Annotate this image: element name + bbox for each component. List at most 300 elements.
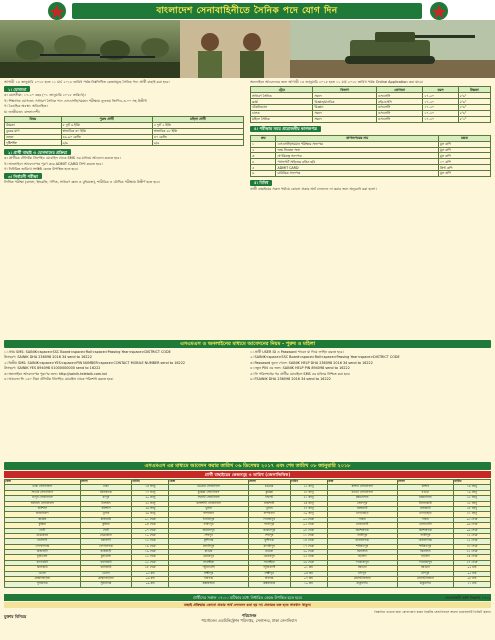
schedule-cell: মাদারীপুর: [248, 544, 290, 549]
table-header: উচ্চতা: [458, 87, 490, 93]
table-cell: মহিলা সৈনিক: [251, 116, 313, 122]
schedule-cell: ২১ জানু: [290, 496, 327, 501]
schedule-cell: হবিগঞ্জ: [248, 577, 290, 582]
table-cell: মূল কপি: [438, 171, 490, 177]
note-band: প্রার্থীদের সকাল ০৭:০০ ঘটিকার মধ্যে নির্ধারিত কেন্দ্রে উপস্থিত হতে হবে।: [4, 594, 491, 601]
schedule-cell: মৌলভীবাজার: [397, 577, 453, 582]
schedule-cell: হবিগঞ্জ: [169, 577, 249, 582]
schedule-cell: রাজবাড়ী: [80, 550, 132, 555]
schedule-cell: মানিকগঞ্জ: [80, 490, 132, 495]
schedule-cell: নরসিংদী: [80, 539, 132, 544]
schedule-cell: সাতক্ষীরা: [248, 560, 290, 565]
table-header: বিষয়: [5, 116, 62, 122]
schedule-cell: খাগড়াছড়ি: [397, 512, 453, 517]
schedule-header: তারিখ: [132, 480, 169, 485]
table-cell: ১৭-২০: [423, 99, 458, 105]
table-header: মহিলা প্রার্থী: [152, 116, 243, 122]
schedule-header: জেলা: [248, 480, 290, 485]
table-cell: বুকের মাপ: [5, 128, 62, 134]
table-cell: ADMIT CARD: [276, 165, 438, 171]
sms-line: ১। প্রার্থী USER ID ও Password পাবেন যা দিয়ে লগইন করতে হবে।: [250, 350, 344, 354]
schedule-cell: ঠাকুরগাঁও: [327, 582, 397, 587]
table-cell: চারিত্রিক সনদপত্র: [276, 171, 438, 177]
schedule-cell: ০৪ মার্চ: [290, 571, 327, 576]
schedule-cell: ঝালকাঠি: [80, 566, 132, 571]
table-cell: সকল: [313, 110, 376, 116]
banner-title: বাংলাদেশ সেনাবাহিনীতে সৈনিক পদে যোগ দিন: [72, 3, 422, 19]
schedule-cell: কুষ্টিয়া: [5, 523, 81, 528]
schedule-cell: ০৬ মার্চ: [132, 577, 169, 582]
schedule-cell: গাজীপুর: [327, 533, 397, 538]
tank-photo: [290, 20, 495, 78]
schedule-cell: সাভার সেনানিবাস: [5, 490, 81, 495]
schedule-cell: ১৭ জানু: [132, 490, 169, 495]
army-emblem-icon: [428, 1, 450, 21]
table-header: ক্রম: [251, 135, 276, 141]
schedule-cell: ১৮ ফেব্রু: [453, 544, 490, 549]
schedule-cell: নেত্রকোনা: [80, 533, 132, 538]
schedule-header: কেন্দ্র: [169, 480, 249, 485]
schedule-cell: কক্সবাজার: [169, 582, 249, 587]
schedule-cell: ১৯ জানু: [453, 490, 490, 495]
schedule-cell: দিনাজপুর: [248, 517, 290, 522]
schedule-cell: ০৪ ফেব্রু: [132, 523, 169, 528]
schedule-cell: কিশোরগঞ্জ: [397, 528, 453, 533]
schedule-cell: চুয়াডাঙ্গা: [5, 555, 81, 560]
schedule-cell: নড়াইল: [397, 555, 453, 560]
sms-line: ৪। আবেদন ফি ১৬০ টাকা টেলিটক প্রিপেইড মোবাইল থেকে পরিশোধ করতে হবে।: [4, 377, 114, 382]
table-cell: মূল কপি: [438, 147, 490, 153]
schedule-cell: লক্ষ্মীপুর: [248, 571, 290, 576]
schedule-cell: বাগেরহাট: [5, 560, 81, 565]
schedule-table: [4, 479, 491, 588]
schedule-cell: ২১ ফেব্রু: [453, 550, 490, 555]
schedule-cell: ২৬ ফেব্রু: [290, 560, 327, 565]
schedule-cell: বরিশাল: [80, 506, 132, 511]
schedule-cell: নোয়াখালী: [397, 523, 453, 528]
schedule-heading: প্রার্থী বাছাইয়ের কেন্দ্রসমূহ ও তারিখ (জেলাভিত্তিক): [4, 471, 491, 478]
schedule-cell: ০১ ফেব্রু: [132, 517, 169, 522]
schedule-cell: ২৩ জানু: [132, 501, 169, 506]
schedule-cell: নড়াইল: [327, 555, 397, 560]
schedule-cell: সিলেট: [248, 496, 290, 501]
schedule-cell: ১২ ফেব্রু: [453, 533, 490, 538]
table-cell: ওজন: [5, 134, 62, 140]
table-cell: ৬/৬: [152, 140, 243, 146]
schedule-cell: ফরিদপুর: [169, 523, 249, 528]
schedule-cell: নোয়াখালী: [327, 523, 397, 528]
sms-line: ২। দ্বিতীয় SMS: SAINIK<space>YES<space>PIN NUMBER<space>CONTACT MOBILE NUMBER send to 16222: [4, 360, 186, 365]
documents-table: [250, 135, 491, 177]
sms-line: উদাহরণ: SAINIK DHA 236098 2016 34 send to 16222: [4, 355, 92, 360]
schedule-cell: ২৫ জানু: [453, 501, 490, 506]
schedule-cell: পটুয়াখালী: [248, 566, 290, 571]
schedule-cell: বান্দরবান: [248, 512, 290, 517]
schedule-cell: ০৫ ফেব্রু: [290, 523, 327, 528]
schedule-cell: খুলনা: [169, 506, 249, 511]
table-cell: ৬: [251, 171, 276, 177]
section-process-tag: ২। প্রার্থী বাছাই ও যোগদানের প্রক্রিয়া: [4, 149, 71, 155]
schedule-cell: ২০ জানু: [132, 496, 169, 501]
table-cell: ৫'৬": [458, 105, 490, 111]
intro-text: আগামী ১৪ জানুয়ারি ২০১৮ হতে ১১ মার্চ ২০১৮ তারিখ পর্যন্ত নিম্নলিখিত কেন্দ্রসমূহে সৈনিক পদে প্রার্থী বাছাই করা হবে।: [4, 80, 170, 84]
schedule-cell: ২৭ জানু: [290, 506, 327, 511]
table-cell: ক্লার্ক: [251, 99, 313, 105]
schedule-cell: ২২ ফেব্রু: [132, 555, 169, 560]
schedule-cell: ২০ ফেব্রু: [290, 550, 327, 555]
schedule-cell: সুনামগঞ্জ: [5, 582, 81, 587]
table-header: বয়স: [423, 87, 458, 93]
schedule-cell: ১৪ জানু: [132, 485, 169, 490]
schedule-cell: রাঙ্গামাটি: [397, 506, 453, 511]
table-cell: ৫ ফুট ২ ইঞ্চি: [152, 122, 243, 128]
schedule-cell: সুনামগঞ্জ: [80, 582, 132, 587]
table-cell: ৪৯.৯০ কেজি: [61, 134, 152, 140]
table-cell: ১০ কপি: [438, 159, 490, 165]
header: [0, 0, 495, 58]
schedule-cell: বরগুনা: [397, 566, 453, 571]
physical-requirements-table: [4, 116, 244, 146]
online-intro-text: অনলাইনে আবেদনের জন্য আগামী ১৪ জানুয়ারি ২০১৮ হতে ১১ মার্চ ২০১৮ তারিখ পর্যন্ত Online Application করা যাবে।: [250, 80, 423, 84]
section-eligibility-tag: ১। যোগ্যতা: [4, 86, 30, 92]
table-cell: বিজ্ঞান/মানবিক: [313, 99, 376, 105]
sms-online-band: এসএমএস ও অনলাইনের মাধ্যমে আবেদনের নিয়ম - পুরুষ ও মহিলা: [4, 340, 491, 348]
schedule-cell: ময়মনসিংহ: [397, 496, 453, 501]
table-cell: ৫'৬": [458, 93, 490, 99]
schedule-cell: রাজশাহী সেনানিবাস: [169, 501, 249, 506]
schedule-cell: ০৯ ফেব্রু: [453, 528, 490, 533]
sms-line: ১। প্রথম SMS: SAINIK<space>SSC Board<space>Roll<space>Passing Year<space>DISTRICT CODE: [4, 350, 171, 354]
schedule-cell: ১৪ ফেব্রু: [290, 539, 327, 544]
sms-line: ৬। FSAINIK DHA 236098 2016 34 send to 16222: [250, 377, 331, 382]
table-cell: ৫ ফুট ৬ ইঞ্চি: [61, 122, 152, 128]
schedule-header: তারিখ: [453, 480, 490, 485]
table-header: ট্রেড: [251, 87, 313, 93]
right-column: [250, 80, 491, 192]
schedule-cell: ১৯ ফেব্রু: [132, 550, 169, 555]
schedule-cell: ব্রাহ্মণবাড়িয়া: [5, 577, 81, 582]
table-cell: এসএসসি/সমমান পরীক্ষার সনদপত্র: [276, 141, 438, 147]
schedule-cell: কিশোরগঞ্জ: [327, 528, 397, 533]
schedule-cell: ফেনী: [5, 528, 81, 533]
schedule-cell: মৌলভীবাজার: [327, 577, 397, 582]
schedule-cell: সৈয়দপুর: [327, 501, 397, 506]
schedule-cell: কুমিল্লা সেনানিবাস: [169, 490, 249, 495]
table-cell: মূল কপি: [438, 141, 490, 147]
schedule-cell: সাতক্ষীরা: [169, 560, 249, 565]
schedule-cell: কক্সবাজার: [248, 582, 290, 587]
table-cell: টেকনিক্যাল: [251, 105, 313, 111]
table-cell: পাসপোর্ট সাইজের রঙিন ছবি: [276, 159, 438, 165]
schedule-cell: শরীয়তপুর: [327, 544, 397, 549]
table-cell: সকল: [313, 116, 376, 122]
table-cell: ২: [251, 147, 276, 153]
schedule-cell: ১৬ ফেব্রু: [132, 544, 169, 549]
schedule-cell: ফেনী: [80, 528, 132, 533]
schedule-cell: বাগেরহাট: [80, 560, 132, 565]
table-row: [251, 171, 491, 177]
section-exam-tag: ৩। নির্বাচনী পরীক্ষা: [4, 173, 42, 179]
schedule-cell: রংপুর সেনানিবাস: [5, 496, 81, 501]
table-cell: মূল কপি: [438, 153, 490, 159]
table-cell: ৫'৬": [458, 99, 490, 105]
table-cell: ১৭-২০: [423, 116, 458, 122]
schedule-cell: মাগুরা: [169, 550, 249, 555]
schedule-cell: মেহেরপুর: [248, 555, 290, 560]
table-cell: দৃষ্টিশক্তি: [5, 140, 62, 146]
sms-instructions-left: [4, 350, 244, 383]
schedule-cell: গোপালগঞ্জ: [80, 544, 132, 549]
schedule-cell: ব্রাহ্মণবাড়িয়া: [80, 577, 132, 582]
schedule-cell: জাহানাবাদ: [5, 512, 81, 517]
schedule-cell: পটুয়াখালী: [169, 566, 249, 571]
schedule-cell: ০৬ ফেব্রু: [453, 523, 490, 528]
footer-left: মুক্তার বিনিময়: [4, 614, 27, 619]
schedule-cell: বরগুনা: [327, 566, 397, 571]
schedule-cell: ১৫ ফেব্রু: [453, 539, 490, 544]
schedule-header: জেলা: [80, 480, 132, 485]
schedule-cell: কুমিল্লা: [248, 490, 290, 495]
sms-line: ৪। নতুন PIN এর জন্য: SAINIK HELP PIN 894098 send to 16222: [250, 366, 350, 371]
schedule-cell: ০৭ ফেব্রু: [132, 528, 169, 533]
schedule-cell: ঘাটাইল সেনানিবাস: [5, 501, 81, 506]
schedule-cell: ০৩ ফেব্রু: [453, 517, 490, 522]
table-cell: এইচএসসি: [376, 99, 423, 105]
schedule-cell: ঝিনাইদহ: [327, 550, 397, 555]
schedule-cell: ১১ ফেব্রু: [290, 533, 327, 538]
schedule-cell: কুষ্টিয়া: [80, 523, 132, 528]
table-header: বিভাগ: [313, 87, 376, 93]
schedule-cell: বান্দরবান: [169, 512, 249, 517]
sms-line: ২। SAINIK<space>SSC Board<space>Roll<space>Passing Year<space>DISTRICT CODE: [250, 355, 400, 360]
schedule-cell: রাজশাহী: [248, 501, 290, 506]
schedule-cell: ০৯ মার্চ: [132, 582, 169, 587]
table-cell: বিজ্ঞান: [313, 105, 376, 111]
schedule-cell: ০৮ মার্চ: [453, 577, 490, 582]
schedule-header: তারিখ: [290, 480, 327, 485]
schedule-cell: ভোলা: [80, 571, 132, 576]
table-cell: ১৭-২০: [423, 110, 458, 116]
table-header: যোগ্যতা: [376, 87, 423, 93]
misc-text: প্রার্থী বাছাইয়ের সকল পর্যায়ে কোনো প্রকার অর্থ লেনদেন না করার জন্য অনুরোধ করা হলো।: [250, 186, 377, 191]
schedule-cell: রাজবাড়ী: [5, 550, 81, 555]
schedule-cell: পিরোজপুর: [327, 560, 397, 565]
schedule-cell: মাগুরা: [248, 550, 290, 555]
schedule-cell: ২৫ ফেব্রু: [132, 560, 169, 565]
schedule-cell: মেহেরপুর: [169, 555, 249, 560]
schedule-cell: ০৮ ফেব্রু: [290, 528, 327, 533]
schedule-cell: ০৭ মার্চ: [290, 577, 327, 582]
table-cell: ৫'৬": [458, 110, 490, 116]
table-header: পুরুষ প্রার্থী: [61, 116, 152, 122]
table-cell: ১৭-২০: [423, 105, 458, 111]
schedule-cell: নারায়ণগঞ্জ: [327, 539, 397, 544]
schedule-header: কেন্দ্র: [327, 480, 397, 485]
trade-table: [250, 86, 491, 122]
schedule-cell: ০১ মার্চ: [290, 566, 327, 571]
process-line: ক। প্রার্থীকে টেলিটক প্রিপেইড মোবাইল থেকে SMS এর মাধ্যমে আবেদন করতে হবে।: [4, 156, 121, 161]
table-cell: চালক: [251, 110, 313, 116]
section-misc-tag: ৫। বিবিধ: [250, 180, 272, 186]
footer-right: বিস্তারিত তথ্যের জন্য যোগাযোগ করুন নিকটস্থ সেনানিবাসে অথবা ওয়েবসাইট ভিজিট করুন।: [374, 610, 491, 614]
schedule-cell: ২৬ জানু: [132, 506, 169, 511]
schedule-cell: জামালপুর: [169, 528, 249, 533]
schedule-cell: বরিশাল: [5, 506, 81, 511]
schedule-cell: জামালপুর: [248, 528, 290, 533]
schedule-cell: ০৫ মার্চ: [453, 571, 490, 576]
schedule-cell: ২৮ ফেব্রু: [132, 566, 169, 571]
table-cell: ১: [251, 141, 276, 147]
schedule-cell: শেরপুর: [169, 533, 249, 538]
schedule-cell: ২৯ জানু: [132, 512, 169, 517]
schedule-header: জেলা: [397, 480, 453, 485]
eligibility-line: খ। শিক্ষাগত যোগ্যতা: সাধারণ সৈনিক পদে এসএসসি/সমমান পরীক্ষায় ন্যূনতম জিপিএ-৩.০০ সহ উত্তীর্ণ।: [4, 98, 148, 103]
sms-deadline-band: এসএমএস এর মাধ্যমে আবেদন করার তারিখ ০৬ ডিসেম্বর ২০১৭ এবং শেষ তারিখ ০৮ জানুয়ারি ২০১৮: [4, 462, 491, 470]
table-cell: নাগরিকত্ব সনদপত্র: [276, 153, 438, 159]
schedule-cell: ০২ ফেব্রু: [290, 517, 327, 522]
schedule-cell: খুলনা: [248, 506, 290, 511]
signature-subtitle: পার্সোনেল এডমিনিস্ট্রেশন পরিদপ্তর, সেনাসদর, ঢাকা সেনানিবাস: [201, 617, 297, 623]
schedule-cell: যশোর: [397, 485, 453, 490]
schedule-cell: যশোর সেনানিবাস: [327, 485, 397, 490]
schedule-cell: ২৪ জানু: [290, 501, 327, 506]
schedule-cell: পাবনা: [397, 517, 453, 522]
section-documents-tag: ৪। পরীক্ষার সময় প্রয়োজনীয় কাগজপত্র: [250, 126, 321, 132]
schedule-cell: ঝালকাঠি: [5, 566, 81, 571]
schedule-cell: রাঙ্গামাটি: [80, 517, 132, 522]
schedule-cell: ৩১ জানু: [453, 512, 490, 517]
schedule-cell: ০২ মার্চ: [453, 566, 490, 571]
schedule-cell: নেত্রকোনা: [5, 533, 81, 538]
schedule-cell: ১৬ জানু: [453, 485, 490, 490]
schedule-cell: কাপ্তাই: [5, 517, 81, 522]
schedule-cell: রংপুর: [80, 496, 132, 501]
schedule-cell: চাঁদপুর: [397, 571, 453, 576]
schedule-cell: পাবনা: [327, 517, 397, 522]
schedule-cell: ০৩ মার্চ: [132, 571, 169, 576]
schedule-cell: খাগড়াছড়ি: [327, 512, 397, 517]
schedule-cell: ঠাকুরগাঁও: [397, 582, 453, 587]
schedule-cell: ৩০ জানু: [290, 512, 327, 517]
schedule-cell: মুন্সীগঞ্জ: [169, 539, 249, 544]
schedule-cell: ১৮ জানু: [290, 490, 327, 495]
schedule-cell: ২২ জানু: [453, 496, 490, 501]
table-cell: ১৭-২০: [423, 93, 458, 99]
table-cell: এসএসসি: [376, 105, 423, 111]
table-row: [251, 116, 491, 122]
army-emblem-icon: [46, 1, 68, 21]
table-cell: সাধারণ সৈনিক: [251, 93, 313, 99]
sms-instructions-right: [250, 350, 491, 383]
schedule-cell: ময়মনসিংহ: [327, 496, 397, 501]
warning-band: বাছাই প্রক্রিয়ায় কোনো প্রকার অর্থ লেনদেন করা হয় না। প্রতারক চক্র হতে সাবধান থাকুন।: [4, 602, 491, 608]
left-column: [4, 80, 244, 186]
table-cell: প্রিন্ট কপি: [438, 165, 490, 171]
table-cell: জন্ম নিবন্ধন সনদ: [276, 147, 438, 153]
schedule-cell: ১০ ফেব্রু: [132, 533, 169, 538]
sms-line: ৩। অনলাইনে আবেদনপত্র পূরণের জন্য: http://sainik.teletalk.com.bd: [4, 371, 107, 376]
schedule-cell: চট্টগ্রাম: [248, 485, 290, 490]
schedule-cell: নরসিংদী: [5, 539, 81, 544]
table-cell: উচ্চতা: [5, 122, 62, 128]
schedule-cell: দিনাজপুর: [169, 517, 249, 522]
table-header: মন্তব্য: [438, 135, 490, 141]
officers-photo: [180, 20, 290, 78]
schedule-cell: ২৪ ফেব্রু: [453, 555, 490, 560]
schedule-cell: শেরপুর: [248, 533, 290, 538]
eligibility-line: ক। বয়সসীমা: ১৭-২০ বছর (০১ জানুয়ারি ২০১৮ তারিখে)।: [4, 93, 86, 98]
sms-line: ৩। Password ভুলে গেলে: SAINIK HELP DHA 236098 2016 34 send to 16222: [250, 360, 373, 365]
schedule-cell: চট্টগ্রাম সেনানিবাস: [169, 485, 249, 490]
eligibility-line: গ। বৈবাহিক অবস্থা: অবিবাহিত।: [4, 104, 48, 109]
footer-signature: [154, 614, 344, 623]
process-line: গ। নির্ধারিত তারিখে সংশ্লিষ্ট কেন্দ্রে উপস্থিত হতে হবে।: [4, 167, 78, 172]
table-row: [5, 582, 491, 587]
schedule-header: কেন্দ্র: [5, 480, 81, 485]
schedule-cell: ২৭ ফেব্রু: [453, 560, 490, 565]
schedule-cell: ১৩ ফেব্রু: [132, 539, 169, 544]
schedule-cell: ২৮ জানু: [453, 506, 490, 511]
table-cell: সকল: [313, 93, 376, 99]
schedule-cell: লক্ষ্মীপুর: [169, 571, 249, 576]
exam-text: লিখিত পরীক্ষা (বাংলা, ইংরেজি, গণিত, সাধারণ জ্ঞান ও বুদ্ধিমত্তা), শারীরিক ও মৌখিক পরীক্ষায় উত্তীর্ণ হতে হবে।: [4, 180, 160, 185]
table-cell: স্বাভাবিক ২৮ ইঞ্চি: [152, 128, 243, 134]
sms-line: ৫। ফি পরিশোধের পর প্রার্থীর মোবাইলে SMS এর মাধ্যমে নিশ্চিত করা হবে।: [250, 371, 351, 376]
table-header: কাগজপত্রের নাম: [276, 135, 438, 141]
table-cell: ৩: [251, 153, 276, 159]
schedule-cell: মুন্সীগঞ্জ: [248, 539, 290, 544]
process-line: খ। অনলাইনে আবেদনপত্র পূরণ করে ADMIT CARD প্রিন্ট করতে হবে।: [4, 161, 103, 166]
schedule-cell: ১৫ জানু: [290, 485, 327, 490]
schedule-cell: খুলনা: [80, 512, 132, 517]
schedule-cell: ফরিদপুর: [248, 523, 290, 528]
schedule-cell: গাজীপুর: [397, 533, 453, 538]
schedule-cell: পিরোজপুর: [397, 560, 453, 565]
schedule-cell: ১৭ ফেব্রু: [290, 544, 327, 549]
schedule-cell: চুয়াডাঙ্গা: [80, 555, 132, 560]
table-cell: স্বাভাবিক ৩০ ইঞ্চি: [61, 128, 152, 134]
schedule-cell: নারায়ণগঞ্জ: [397, 539, 453, 544]
table-cell: এসএসসি: [376, 93, 423, 99]
signature-title: পরিচালক: [241, 613, 257, 618]
table-cell: ৬/৬: [61, 140, 152, 146]
schedule-cell: গোপালগঞ্জ: [5, 544, 81, 549]
table-cell: ৪: [251, 159, 276, 165]
table-row: [5, 140, 244, 146]
schedule-cell: বগুড়া সেনানিবাস: [327, 490, 397, 495]
table-cell: ৫'২": [458, 116, 490, 122]
schedule-cell: ঢাকা সেনানিবাস: [5, 485, 81, 490]
schedule-cell: ঝিনাইদহ: [397, 550, 453, 555]
eligibility-line: ঘ। জাতীয়তা: বাংলাদেশী।: [4, 109, 40, 114]
footer-id: সেনাবাহিনী ভর্তি বিজ্ঞপ্তি ২০১৮: [444, 596, 491, 600]
schedule-cell: মাদারীপুর: [169, 544, 249, 549]
schedule-cell: শরীয়তপুর: [397, 544, 453, 549]
table-cell: ৪৭ কেজি: [152, 134, 243, 140]
schedule-cell: টাঙ্গাইল: [80, 501, 132, 506]
soldiers-photo: [0, 20, 180, 78]
schedule-cell: বগুড়া: [397, 490, 453, 495]
schedule-cell: সিলেট সেনানিবাস: [169, 496, 249, 501]
schedule-cell: ভোলা: [5, 571, 81, 576]
table-cell: এসএসসি: [376, 110, 423, 116]
sms-line: উদাহরণ: SAINIK YES 894098 01000000000 send to 16222: [4, 366, 101, 371]
schedule-cell: রাঙ্গামাটি: [327, 506, 397, 511]
schedule-cell: ঢাকা: [80, 485, 132, 490]
schedule-cell: নীলফামারী: [397, 501, 453, 506]
table-cell: ৫: [251, 165, 276, 171]
schedule-cell: ১১ মার্চ: [453, 582, 490, 587]
